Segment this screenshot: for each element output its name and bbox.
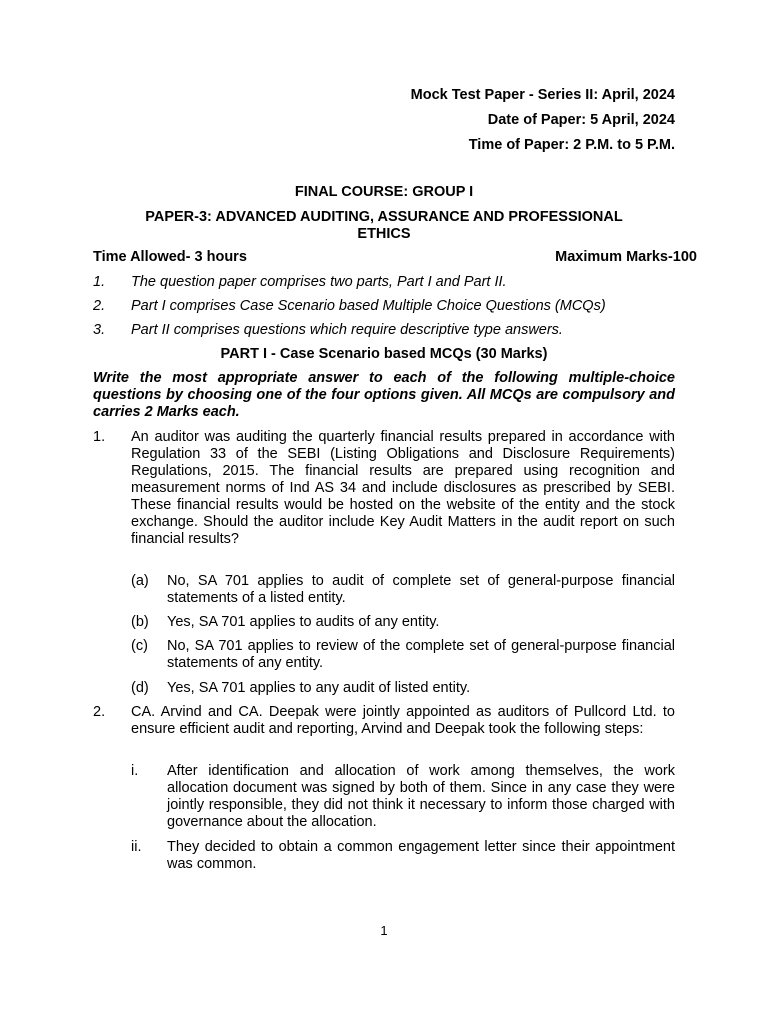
step-ii — [131, 839, 675, 873]
option-d — [131, 680, 675, 697]
instruction-text: The question paper comprises two parts, Part I and Part II. — [131, 274, 507, 290]
question-number: 1. — [93, 429, 106, 445]
time-line: Time of Paper: 2 P.M. to 5 P.M. — [468, 137, 675, 153]
question-1 — [93, 429, 675, 548]
option-label: (c) — [131, 638, 148, 654]
option-c — [131, 638, 675, 672]
date-line: Date of Paper: 5 April, 2024 — [487, 112, 675, 128]
question-2 — [93, 704, 675, 738]
question-text: CA. Arvind and CA. Deepak were jointly appointed as auditors of Pullcord Ltd. to ensure efficient audit and reporting, Arvind and Deepak took the following steps: — [131, 704, 675, 737]
time-allowed: Time Allowed- 3 hours — [93, 249, 247, 265]
option-a — [131, 573, 675, 607]
option-label: (d) — [131, 680, 149, 696]
instruction-number: 1. — [93, 274, 106, 290]
option-text: Yes, SA 701 applies to any audit of listed entity. — [167, 680, 471, 696]
course-title: FINAL COURSE: GROUP I — [294, 184, 474, 200]
option-text: No, SA 701 applies to review of the complete set of general-purpose financial statements of any entity. — [167, 638, 675, 671]
series-line: Mock Test Paper - Series II: April, 2024 — [410, 87, 675, 103]
option-text: No, SA 701 applies to audit of complete set of general-purpose financial statements of a listed entity. — [167, 573, 675, 606]
page-number: 1 — [380, 923, 388, 938]
step-text: After identification and allocation of work among themselves, the work allocation document was signed by both of them. Since in any case they were jointly responsible, they did not think it necessary to inform those charged with governance about the allocation. — [167, 763, 675, 830]
step-text: They decided to obtain a common engagement letter since their appointment was common. — [167, 839, 675, 872]
option-label: (b) — [131, 614, 149, 630]
mcq-directive: Write the most appropriate answer to each of the following multiple-choice questions by choosing one of the four options given. All MCQs are compulsory and carries 2 Marks each. — [93, 370, 675, 420]
question-number: 2. — [93, 704, 106, 720]
paper-title-line1: PAPER-3: ADVANCED AUDITING, ASSURANCE AND PROFESSIONAL — [145, 209, 623, 225]
instruction-number: 2. — [93, 298, 106, 314]
document-page — [93, 0, 697, 1024]
step-i — [131, 763, 675, 831]
part1-heading: PART I - Case Scenario based MCQs (30 Marks) — [220, 346, 548, 362]
instruction-text: Part II comprises questions which require descriptive type answers. — [131, 322, 563, 338]
instruction-text: Part I comprises Case Scenario based Multiple Choice Questions (MCQs) — [131, 298, 606, 314]
step-label: i. — [131, 763, 139, 779]
option-text: Yes, SA 701 applies to audits of any entity. — [167, 614, 440, 630]
step-label: ii. — [131, 839, 142, 855]
maximum-marks: Maximum Marks-100 — [555, 249, 697, 265]
instruction-number: 3. — [93, 322, 106, 338]
paper-title-line2: ETHICS — [357, 226, 411, 242]
paper-header — [411, 87, 675, 162]
option-b — [131, 614, 675, 631]
option-label: (a) — [131, 573, 149, 589]
question-text: An auditor was auditing the quarterly financial results prepared in accordance with Regulation 33 of the SEBI (Listing Obligations and Disclosure Requirements) Regulations, 2015. The financial results are prepared using recognition and measurement norms of Ind AS 34 and include disclosures as prescribed by SEBI. These financial results would be hosted on the website of the entity and the stock exchange. Should the auditor include Key Audit Matters in the audit report on such financial results? — [131, 429, 675, 547]
